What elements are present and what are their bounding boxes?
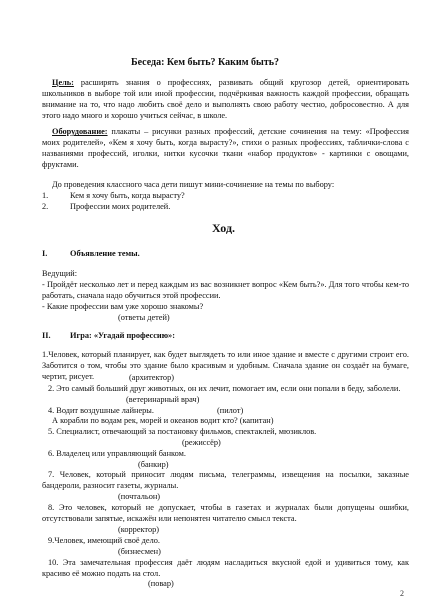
section-number: II. bbox=[42, 331, 51, 340]
equipment-paragraph bbox=[42, 126, 409, 170]
intro-text: До проведения классного часа дети пишут мини-сочинение на темы по выбору: bbox=[52, 180, 335, 189]
riddle-text: 5. Специалист, отвечающий за постановку фильмов, спектаклей, мюзиклов. bbox=[48, 427, 317, 436]
section-heading-hod: Ход. bbox=[212, 221, 236, 235]
section-number: I. bbox=[42, 249, 48, 258]
page-number: 2 bbox=[400, 589, 404, 598]
host-label: Ведущий: bbox=[42, 269, 78, 278]
host-paragraph: - Пройдёт несколько лет и перед каждым из вас возникнет вопрос «Кем быть?». Для того чтобы кем-то работать, сначала надо обучиться этой профессии. bbox=[42, 280, 409, 300]
riddle-text: 10. Эта замечательная профессия даёт людям насладиться вкусной едой и удивиться тому, как красиво её можно подать на стол. bbox=[42, 558, 409, 578]
riddle-answer: (бизнесмен) bbox=[118, 547, 161, 556]
riddle-answer: (пилот) bbox=[217, 406, 244, 415]
goal-paragraph bbox=[42, 77, 409, 121]
goal-label: Цель: bbox=[52, 78, 74, 87]
riddle-text: 9.Человек, имеющий своё дело. bbox=[48, 536, 160, 545]
riddle-text: 1.Человек, который планирует, как будет выглядеть то или иное здание и вместе с другими строит его. Заботится о том, чтобы это здание было красивым и удобным. Сначала здание он создаёт на бумаге, чертит, рисует. bbox=[42, 350, 409, 381]
riddle-answer: (повар) bbox=[148, 579, 174, 588]
equipment-text: плакаты – рисунки разных профессий, детские сочинения на тему: «Профессия моих родителей», «Кем я хочу быть, когда вырасту?», стихи о разных профессиях, таблички-слова с названиями профессий, иголки, нитки кусочки ткани «набор продуктов» - картинки с овощами, фруктами. bbox=[42, 127, 409, 169]
host-answer: (ответы детей) bbox=[118, 313, 170, 322]
riddle-text: 7. Человек, который приносит людям письма, телеграммы, извещения на посылки, заказные бандероли, разносит газеты, журналы. bbox=[42, 470, 409, 490]
topic-number: 2. bbox=[42, 202, 49, 211]
riddle-answer: (корректор) bbox=[118, 525, 159, 534]
topic-text: Профессии моих родителей. bbox=[70, 202, 171, 211]
riddle-text: А корабли по водам рек, морей и океанов водит кто? (капитан) bbox=[52, 416, 274, 425]
equipment-label: Оборудование: bbox=[52, 127, 108, 136]
riddle-text: 8. Это человек, который не допускает, чтобы в газетах и журналах были допущены ошибки, отсутствовали запятые, искажён или непонятен читателю смысл текста. bbox=[42, 503, 409, 523]
riddle-text: 2. Это самый больший друг животных, он их лечит, помогает им, если они попали в беду, заболели. bbox=[48, 384, 401, 393]
riddle-answer: (почтальон) bbox=[118, 492, 161, 501]
topic-number: 1. bbox=[42, 191, 49, 200]
section-title: Игра: «Угадай профессию»: bbox=[70, 331, 175, 340]
riddle-answer: (архитектор) bbox=[129, 373, 174, 382]
riddle-text: 6. Владелец или управляющий банком. bbox=[48, 449, 186, 458]
page-title: Беседа: Кем быть? Каким быть? bbox=[131, 57, 280, 68]
topic-text: Кем я хочу быть, когда вырасту? bbox=[70, 191, 185, 200]
goal-text: расширять знания о профессиях, развивать общий кругозор детей, ориентировать школьников в выборе той или иной профессии, подчёркивая важность каждой профессии, обращать внимание на то, что надо любить своё дело и выполнять свою работу честно, добросовестно. А для этого надо много и хорошо учиться сейчас, в школе. bbox=[42, 78, 409, 120]
riddle-answer: (режиссёр) bbox=[182, 438, 221, 447]
section-title: Объявление темы. bbox=[70, 249, 140, 258]
riddle-answer: (банкир) bbox=[138, 460, 169, 469]
riddle-text: 4. Водит воздушные лайнеры. bbox=[48, 406, 154, 415]
riddle-answer: (ветеринарный врач) bbox=[126, 395, 200, 404]
host-question: - Какие профессии вам уже хорошо знакомы? bbox=[42, 302, 204, 311]
